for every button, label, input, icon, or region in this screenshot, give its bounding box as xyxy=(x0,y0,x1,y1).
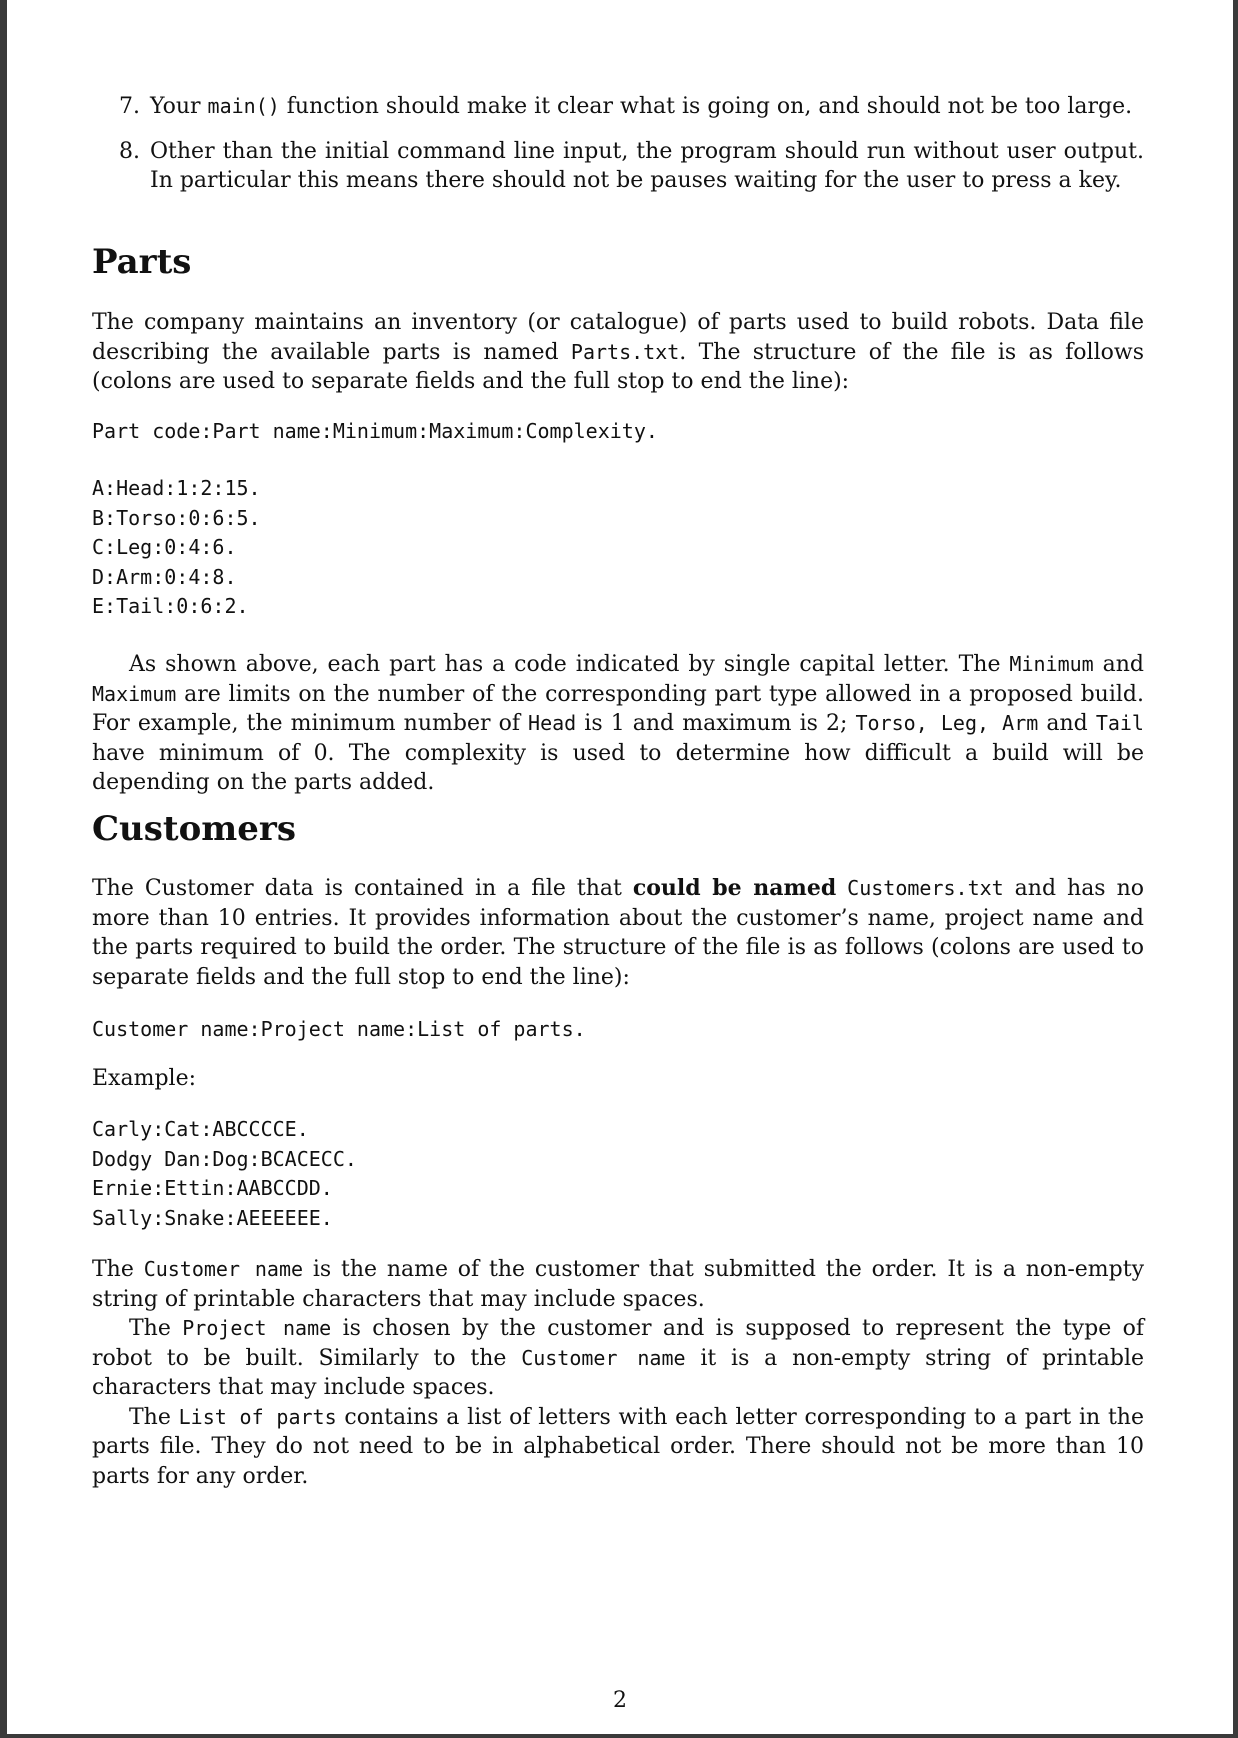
text-run: The xyxy=(92,1257,144,1282)
inline-code: Project name xyxy=(182,1316,332,1340)
inline-code: Tail xyxy=(1095,711,1144,735)
inline-code: Maximum xyxy=(92,681,177,706)
text-run: and xyxy=(1093,652,1144,677)
text-run xyxy=(836,876,847,901)
document-page xyxy=(7,0,1233,1734)
text-run: is chosen by the customer and is supposed to represent the type of robot to be built. Similarly to the xyxy=(92,1316,1145,1371)
customers-data-listing xyxy=(92,1115,1144,1233)
text-run: As shown above, each part has a code indicated by single capital letter. The xyxy=(129,652,1010,677)
text-run: are limits on the number of the corresponding part type allowed in a proposed build. For example, the minimum number of xyxy=(92,681,1144,736)
inline-code: Customer name xyxy=(143,1257,304,1281)
customers-format-line: Customer name:Project name:List of parts. xyxy=(92,1017,586,1041)
text-run: . The structure of the file is as follows (colons are used to separate fields and the full stop to end the line): xyxy=(92,339,1144,394)
parts-intro-paragraph xyxy=(92,308,1144,397)
text-run: it is a non-empty string of printable characters that may include spaces. xyxy=(92,1345,1144,1400)
list-item-text: Your xyxy=(150,94,208,119)
inline-code: Head xyxy=(528,711,577,735)
list-item-number: 7. xyxy=(119,94,140,119)
list-of-parts-paragraph xyxy=(92,1403,1144,1492)
text-run: The xyxy=(129,1316,183,1341)
customer-data-row: Ernie:Ettin:AABCCDD. xyxy=(92,1176,333,1200)
inline-code: Customers.txt xyxy=(847,876,1004,900)
project-name-paragraph xyxy=(92,1314,1144,1403)
customer-name-paragraph xyxy=(92,1255,1144,1314)
parts-description-paragraph xyxy=(92,650,1144,798)
inline-code: Minimum xyxy=(1009,652,1094,676)
customer-data-row: Carly:Cat:ABCCCCE. xyxy=(92,1117,309,1141)
text-run: The Customer data is contained in a file that xyxy=(92,876,633,901)
customers-field-descriptions xyxy=(92,1255,1144,1491)
parts-format-line: Part code:Part name:Minimum:Maximum:Complexity. xyxy=(92,419,658,443)
list-item-number: 8. xyxy=(119,138,140,164)
list-item-text: function should make it clear what is going on, and should not be too large. xyxy=(279,94,1133,119)
text-run: The xyxy=(129,1404,179,1430)
section-heading-customers: Customers xyxy=(92,809,296,849)
text-run: have minimum of 0. The complexity is used to determine how difficult a build will be depending on the parts added. xyxy=(92,740,1144,795)
parts-data-listing xyxy=(92,474,1144,622)
text-run: The company maintains an inventory (or catalogue) of parts used to build robots. Data file describing the available parts is named xyxy=(92,310,1144,365)
bold-text: could be named xyxy=(632,875,837,901)
inline-code: List of parts xyxy=(178,1404,337,1429)
inline-code: main() xyxy=(207,94,280,118)
inline-code: Torso, Leg, Arm xyxy=(855,711,1039,735)
parts-data-row: A:Head:1:2:15. xyxy=(92,476,261,500)
example-label: Example: xyxy=(92,1066,196,1091)
text-run: is the name of the customer that submitted the order. It is a non-empty string of printable characters that may include spaces. xyxy=(92,1257,1144,1312)
list-item-text: Other than the initial command line input, the program should run without user output. In particular this means there should not be pauses waiting for the user to press a key. xyxy=(150,138,1144,193)
page-number: 2 xyxy=(613,1688,627,1713)
parts-data-row: C:Leg:0:4:6. xyxy=(92,535,237,559)
text-run: is 1 and maximum is 2; xyxy=(576,711,856,736)
text-run: contains a list of letters with each letter corresponding to a part in the parts file. They do not need to be in alphabetical order. There should not be more than 10 parts for any order. xyxy=(92,1404,1144,1489)
text-run: and has no more than 10 entries. It provides information about the customer’s name, project name and the parts required to build the order. The structure of the file is as follows (colons are used to separate fields and the full stop to end the line): xyxy=(92,876,1144,990)
inline-code: Customer name xyxy=(521,1345,686,1370)
requirements-list xyxy=(92,92,1144,211)
text-run: and xyxy=(1038,711,1096,736)
section-heading-parts: Parts xyxy=(92,242,192,282)
parts-data-row: B:Torso:0:6:5. xyxy=(92,505,261,530)
customer-data-row: Dodgy Dan:Dog:BCACECC. xyxy=(92,1146,357,1171)
parts-data-row: D:Arm:0:4:8. xyxy=(92,564,237,589)
customers-intro-paragraph xyxy=(92,874,1144,992)
customer-data-row: Sally:Snake:AEEEEEE. xyxy=(92,1205,333,1230)
list-item xyxy=(92,137,1144,196)
parts-data-row: E:Tail:0:6:2. xyxy=(92,594,249,618)
list-item xyxy=(92,92,1144,122)
inline-code: Parts.txt xyxy=(570,339,680,364)
